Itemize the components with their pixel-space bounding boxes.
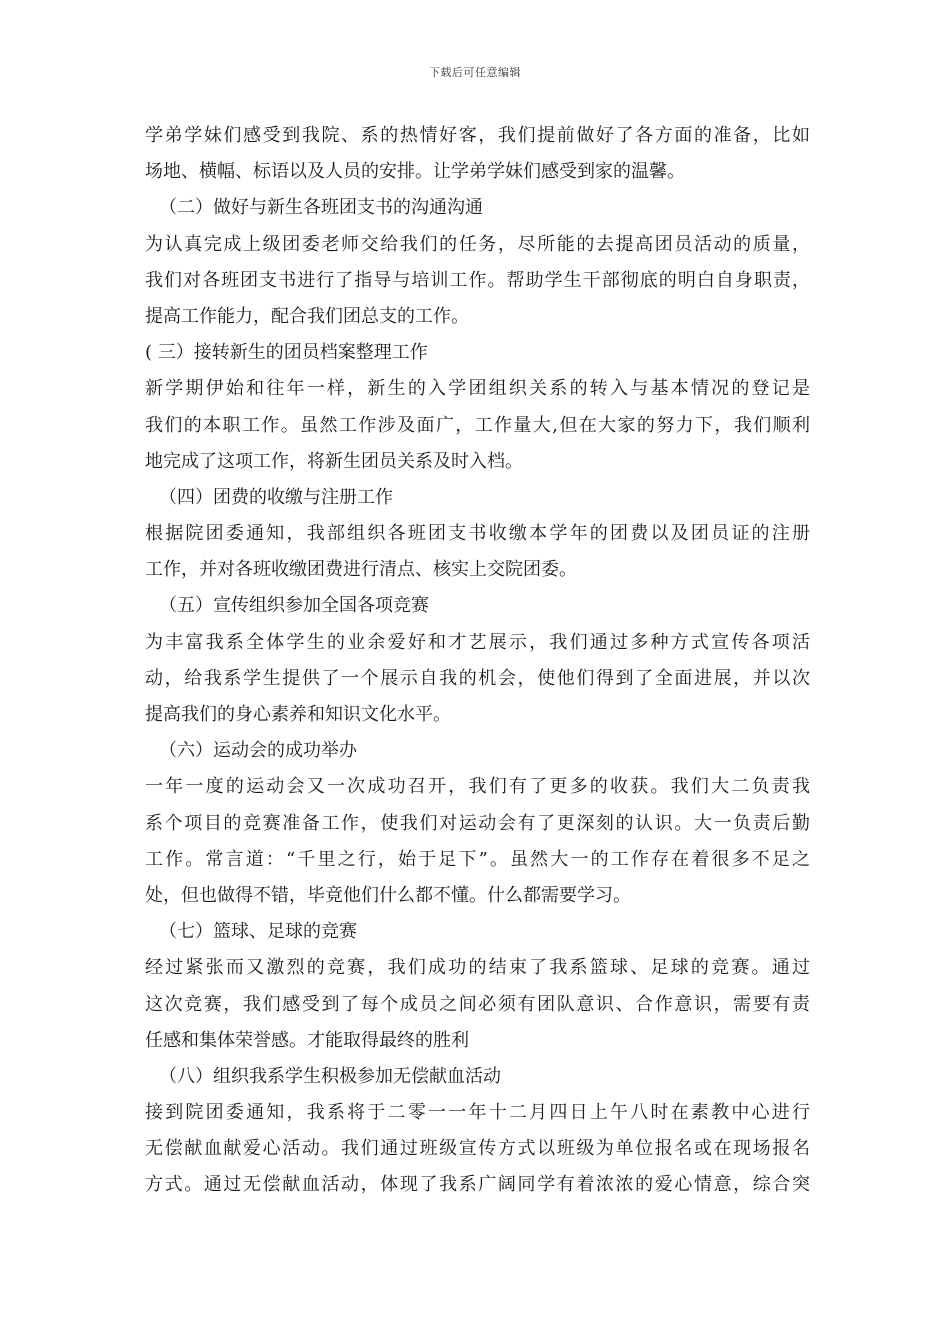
section-heading: （五）宣传组织参加全国各项竞赛	[159, 595, 429, 617]
paragraph-line: 工作，并对各班收缴团费进行清点、核实上交院团委。	[145, 559, 577, 581]
paragraph-line: 动，给我系学生提供了一个展示自我的机会，使他们得到了全面进展，并以次	[145, 667, 810, 689]
paragraph-line: 为认真完成上级团委老师交给我们的任务，尽所能的去提高团员活动的质量，	[145, 233, 810, 255]
paragraph-line: 这次竞赛，我们感受到了每个成员之间必须有团队意识、合作意识，需要有责	[145, 993, 810, 1015]
paragraph-line: 工作。常言道：“千里之行，始于足下”。虽然大一的工作存在着很多不足之	[145, 848, 810, 870]
paragraph-line: 方式。通过无偿献血活动，体现了我系广阔同学有着浓浓的爱心情意，综合突	[145, 1174, 810, 1196]
paragraph-line: 提高我们的身心素养和知识文化水平。	[145, 704, 451, 725]
paragraph-line: 地完成了这项工作，将新生团员关系及时入档。	[145, 450, 523, 472]
paragraph-line: 我们的本职工作。虽然工作涉及面广，工作量大,但在大家的努力下，我们顺利	[145, 414, 810, 436]
paragraph-line: 处，但也做得不错，毕竟他们什么都不懂。什么都需要学习。	[145, 884, 631, 906]
document-body	[145, 118, 810, 1204]
paragraph-line: 接到院团委通知，我系将于二零一一年十二月四日上午八时在素教中心进行	[145, 1102, 810, 1124]
section-heading: （四）团费的收缴与注册工作	[159, 486, 393, 508]
paragraph-line: 场地、横幅、标语以及人员的安排。让学弟学妹们感受到家的温馨。	[145, 161, 685, 183]
paragraph-line: 为丰富我系全体学生的业余爱好和才艺展示，我们通过多种方式宣传各项活	[145, 631, 810, 653]
paragraph-line: 提高工作能力，配合我们团总支的工作。	[145, 305, 469, 327]
paragraph-line: 根据院团委通知，我部组织各班团支书收缴本学年的团费以及团员证的注册	[145, 523, 810, 545]
section-heading: （二）做好与新生各班团支书的沟通沟通	[159, 197, 483, 219]
paragraph-line: 新学期伊始和往年一样，新生的入学团组织关系的转入与基本情况的登记是	[145, 378, 810, 400]
paragraph-line: 系个项目的竞赛准备工作，使我们对运动会有了更深刻的认识。大一负责后勤	[145, 812, 810, 834]
paragraph-line: 学弟学妹们感受到我院、系的热情好客，我们提前做好了各方面的准备，比如	[145, 125, 810, 146]
paragraph-line: 无偿献血献爱心活动。我们通过班级宣传方式以班级为单位报名或在现场报名	[145, 1138, 810, 1160]
page-header-note: 下载后可任意编辑	[429, 66, 521, 79]
section-heading: （七）篮球、足球的竞赛	[159, 921, 357, 943]
paragraph-line: 经过紧张而又激烈的竞赛，我们成功的结束了我系篮球、足球的竞赛。通过	[145, 957, 810, 979]
paragraph-line: 我们对各班团支书进行了指导与培训工作。帮助学生干部彻底的明白自身职责，	[145, 269, 810, 291]
paragraph-line: 一年一度的运动会又一次成功召开，我们有了更多的收获。我们大二负责我	[145, 776, 810, 798]
section-heading: （八）组织我系学生积极参加无偿献血活动	[159, 1065, 501, 1087]
section-heading: （六）运动会的成功举办	[159, 740, 357, 762]
section-heading: ( 三）接转新生的团员档案整理工作	[145, 342, 428, 364]
paragraph-line: 任感和集体荣誉感。才能取得最终的胜利	[145, 1029, 469, 1051]
